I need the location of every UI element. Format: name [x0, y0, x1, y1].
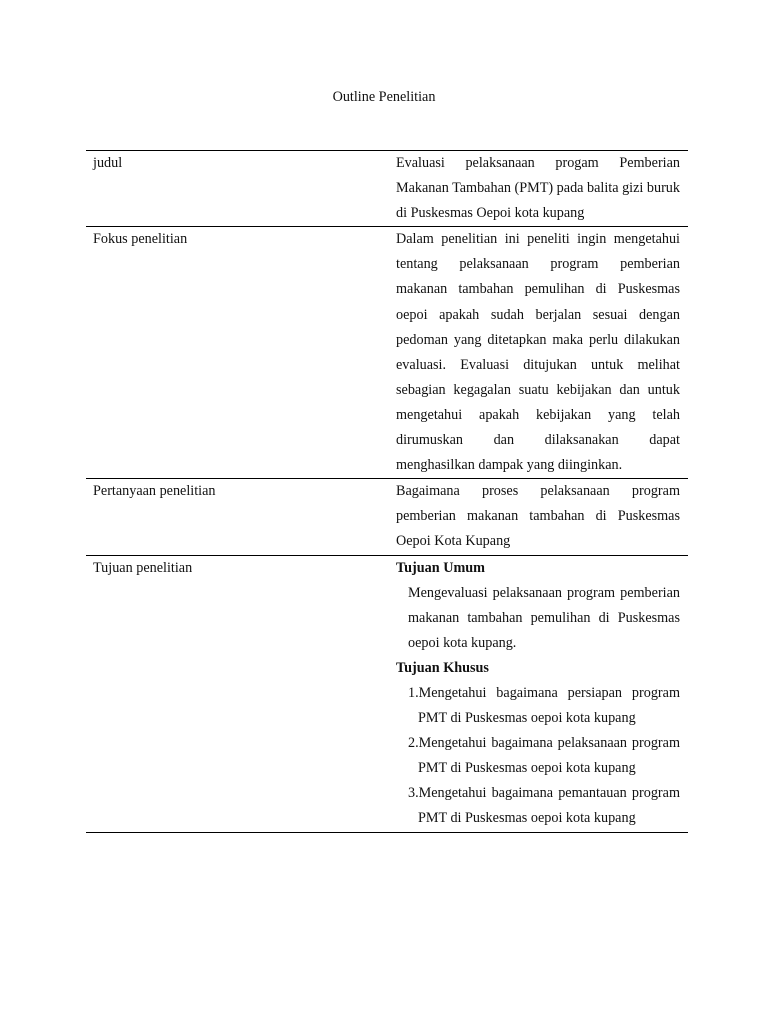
tujuan-umum-text: Mengevaluasi pelaksanaan program pemberian makanan tambahan pemulihan di Puskesmas oepoi kota kupang. — [408, 584, 680, 651]
table-row-judul — [86, 151, 688, 227]
table-row-tujuan — [86, 555, 688, 832]
row-content-pertanyaan — [391, 479, 688, 555]
tujuan-umum-heading: Tujuan Umum — [396, 559, 485, 576]
judul-text: Evaluasi pelaksanaan progam Pemberian Makanan Tambahan (PMT) pada balita gizi buruk di Puskesmas Oepoi kota kupang — [396, 155, 680, 222]
row-label-judul: judul — [93, 155, 123, 171]
row-label-pertanyaan: Pertanyaan penelitian — [93, 483, 216, 500]
tujuan-khusus-item-3: 3.Mengetahui bagaimana pemantauan program PMT di Puskesmas oepoi kota kupang — [408, 785, 680, 827]
pertanyaan-text: Bagaimana proses pelaksanaan program pemberian makanan tambahan di Puskesmas Oepoi Kota Kupang — [396, 483, 680, 550]
table-row-fokus — [86, 227, 688, 479]
page-title: Outline Penelitian — [332, 89, 436, 105]
row-content-tujuan — [391, 555, 688, 832]
fokus-text: Dalam penelitian ini peneliti ingin mengetahui tentang pelaksanaan program pemberian makanan tambahan pemulihan di Puskesmas oepoi apakah sudah berjalan sesuai dengan pedoman yang ditetapkan maka perlu dilakukan evaluasi. Evaluasi ditujukan untuk melihat sebagian kegagalan suatu kebijakan dan untuk mengetahui apakah kebijakan yang telah dirumuskan dan dilaksanakan dapat menghasilkan dampak yang diinginkan. — [396, 231, 680, 474]
tujuan-khusus-heading: Tujuan Khusus — [396, 659, 489, 676]
table-row-pertanyaan — [86, 479, 688, 555]
row-content-judul — [391, 151, 688, 227]
row-label-tujuan: Tujuan penelitian — [93, 559, 193, 576]
row-content-fokus — [391, 227, 688, 479]
tujuan-khusus-item-1: 1.Mengetahui bagaimana persiapan program PMT di Puskesmas oepoi kota kupang — [408, 684, 680, 727]
tujuan-khusus-item-2: 2.Mengetahui bagaimana pelaksanaan program PMT di Puskesmas oepoi kota kupang — [408, 735, 680, 777]
row-label-fokus: Fokus penelitian — [93, 231, 188, 248]
outline-table — [86, 150, 688, 833]
